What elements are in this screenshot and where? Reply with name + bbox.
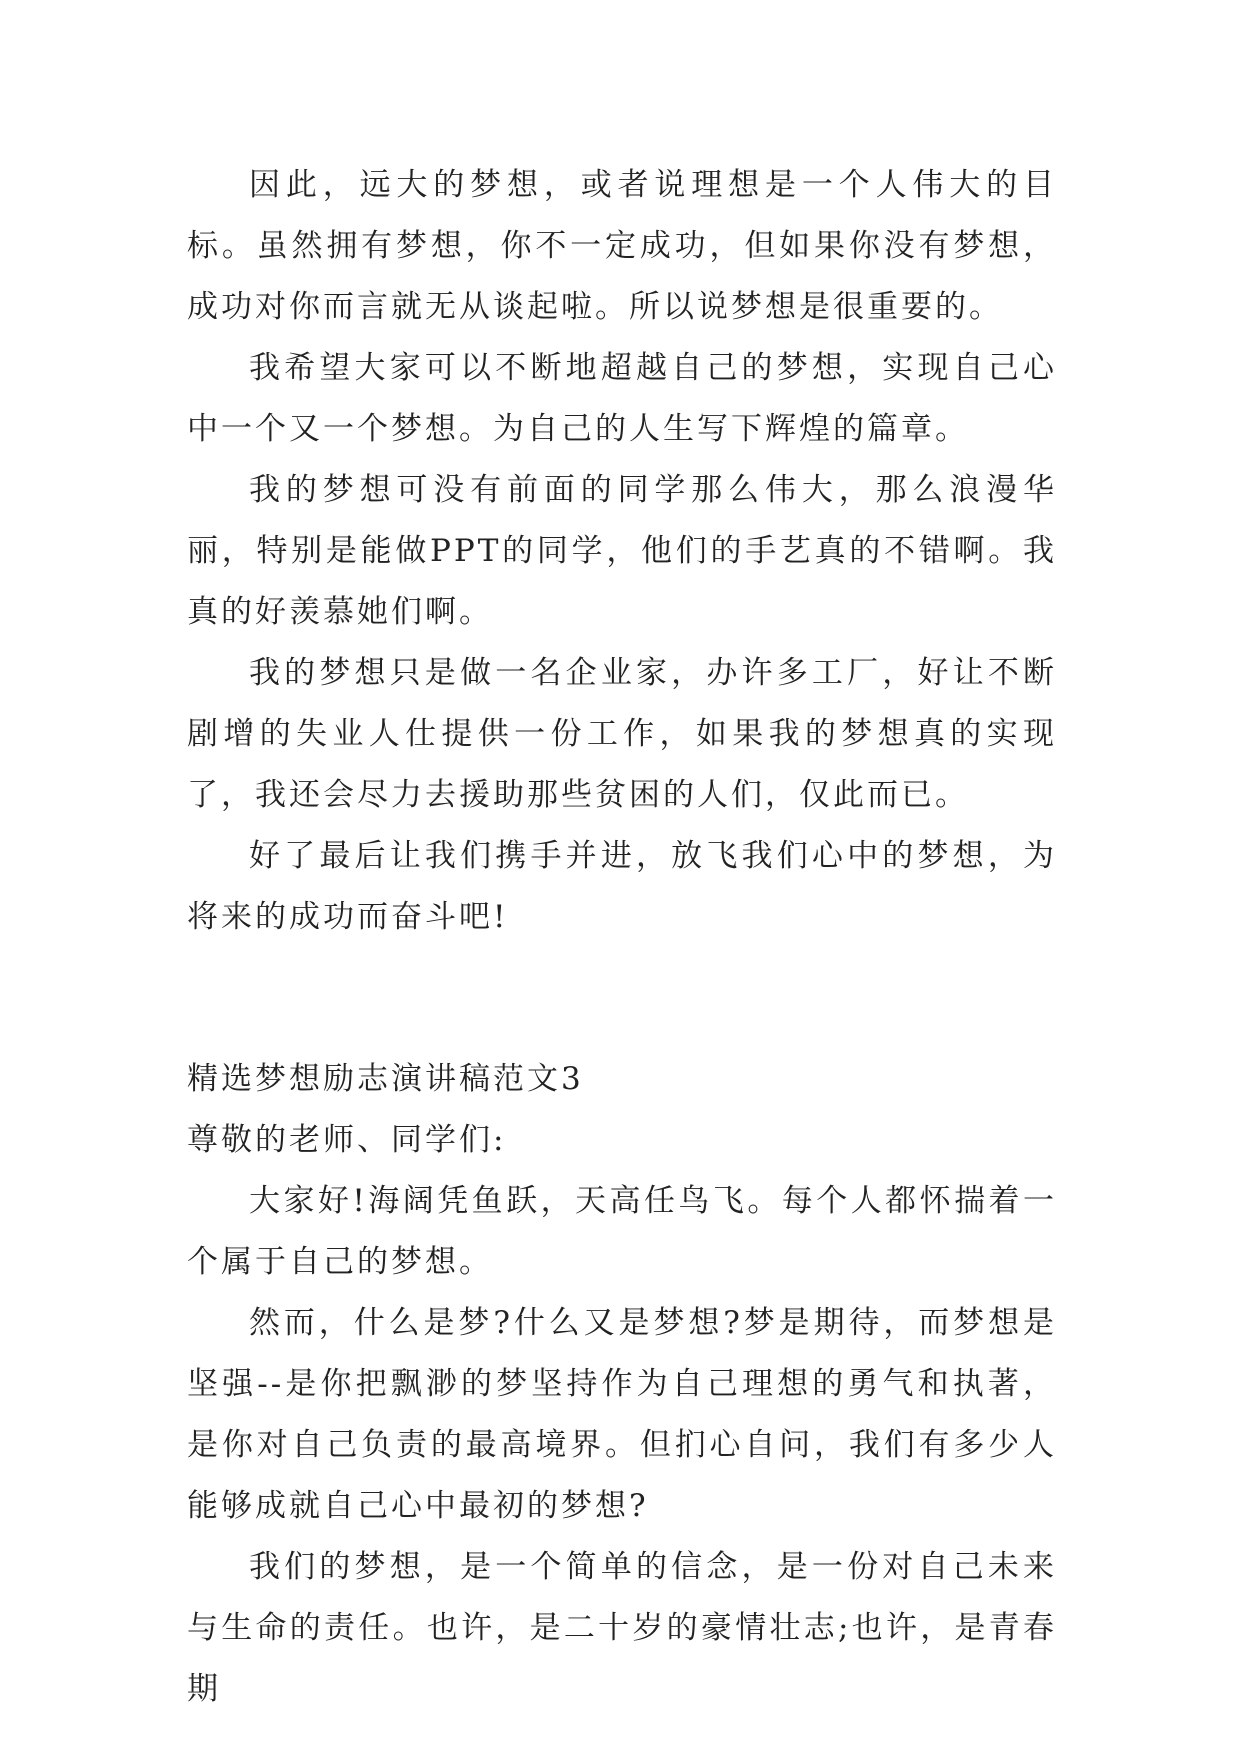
paragraph: 我希望大家可以不断地超越自己的梦想，实现自己心中一个又一个梦想。为自己的人生写下辉煌的篇章。: [187, 350, 1057, 447]
paragraph: 我的梦想可没有前面的同学那么伟大，那么浪漫华丽，特别是能做PPT的同学，他们的手艺真的不错啊。我真的好羡慕她们啊。: [187, 472, 1057, 630]
paragraph: 然而，什么是梦?什么又是梦想?梦是期待，而梦想是坚强--是你把飘渺的梦坚持作为自己理想的勇气和执著，是你对自己负责的最高境界。但扪心自问，我们有多少人能够成就自己心中最初的梦想?: [187, 1305, 1057, 1524]
document-page: [187, 155, 1057, 1720]
paragraph: 大家好!海阔凭鱼跃，天高任鸟飞。每个人都怀揣着一个属于自己的梦想。: [187, 1183, 1057, 1280]
paragraph: 好了最后让我们携手并进，放飞我们心中的梦想，为将来的成功而奋斗吧!: [187, 838, 1057, 935]
paragraph: 因此，远大的梦想，或者说理想是一个人伟大的目标。虽然拥有梦想，你不一定成功，但如果你没有梦想，成功对你而言就无从谈起啦。所以说梦想是很重要的。: [187, 167, 1057, 325]
salutation: 尊敬的老师、同学们:: [187, 1122, 507, 1158]
paragraph: 我们的梦想，是一个简单的信念，是一份对自己未来与生命的责任。也许，是二十岁的豪情壮志;也许，是青春期: [187, 1549, 1057, 1707]
section-title: 精选梦想励志演讲稿范文3: [187, 1061, 584, 1097]
paragraph: 我的梦想只是做一名企业家，办许多工厂，好让不断剧增的失业人仕提供一份工作，如果我的梦想真的实现了，我还会尽力去援助那些贫困的人们，仅此而已。: [187, 655, 1057, 813]
